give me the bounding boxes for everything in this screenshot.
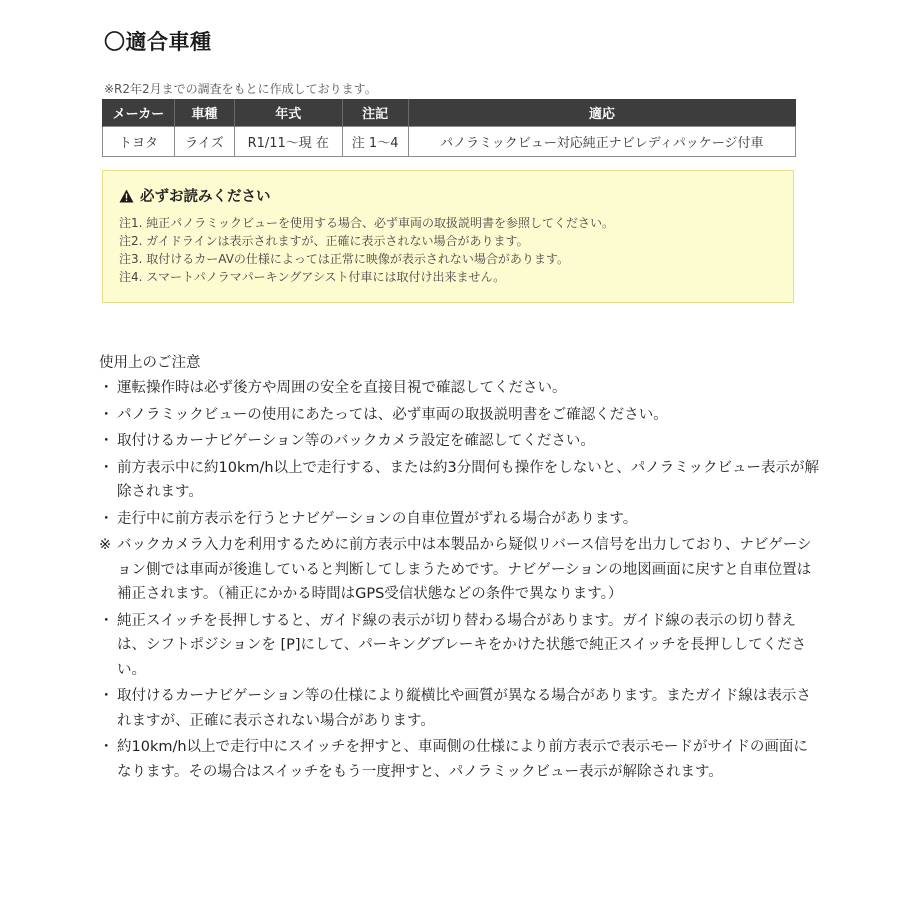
list-item-text: 取付けるカーナビゲーション等のバックカメラ設定を確認してください。 [117, 433, 595, 449]
list-item [99, 456, 819, 505]
column-header-applicable: 適応 [408, 99, 795, 127]
list-item-text: バックカメラ入力を利用するために前方表示中は本製品から疑似リバース信号を出力しており、ナビゲーション側では車両が後進していると判断してしまうためです。ナビゲーションの地図画面に戻すと自車位置は補正されます。（補正にかかる時間はGPS受信状態などの条件で異なります。） [117, 537, 812, 602]
column-header-maker: メーカー [103, 99, 175, 127]
notice-list [119, 214, 614, 286]
notice-item: 注2. ガイドラインは表示されますが、正確に表示されない場合があります。 [119, 234, 529, 248]
cell-note: 注 1～4 [342, 127, 408, 157]
list-item [99, 507, 819, 532]
asterisk-marker: ※ [99, 537, 112, 553]
bullet-marker: ・ [99, 510, 114, 527]
list-item-text: パノラミックビューの使用にあたっては、必ず車両の取扱説明書をご確認ください。 [117, 406, 668, 423]
list-item [99, 684, 819, 733]
list-item-text: 走行中に前方表示を行うとナビゲーションの自車位置がずれる場合があります。 [117, 510, 638, 527]
table-header-row [103, 99, 796, 127]
cell-applicable: パノラミックビュー対応純正ナビレディパッケージ付車 [408, 127, 795, 157]
list-item-text: 約10km/h以上で走行中にスイッチを押すと、車両側の仕様により前方表示で表示モードがサイドの画面になります。その場合はスイッチをもう一度押すと、パノラミックビュー表示が解除されます。 [117, 739, 808, 780]
bullet-marker: ・ [99, 406, 114, 423]
list-item [99, 609, 819, 683]
list-item [99, 429, 819, 454]
column-header-model: 車種 [174, 99, 234, 127]
notice-heading-text: 必ずお読みください [140, 189, 271, 205]
bullet-marker: ・ [99, 459, 114, 476]
cell-model: ライズ [174, 127, 234, 157]
usage-heading: 使用上のご注意 [99, 355, 201, 371]
bullet-marker: ・ [99, 612, 114, 629]
table-row [103, 127, 796, 157]
list-item-text: 取付けるカーナビゲーション等の仕様により縦横比や画質が異なる場合があります。またガイド線は表示されますが、正確に表示されない場合があります。 [117, 688, 811, 729]
list-item [99, 735, 819, 784]
list-item-text: 前方表示中に約10km/h以上で走行する、または約3分間何も操作をしないと、パノラミックビュー表示が解除されます。 [117, 459, 819, 500]
usage-section [99, 352, 819, 786]
bullet-marker: ・ [99, 433, 114, 449]
notice-item: 注3. 取付けるカーAVの仕様によっては正常に映像が表示されない場合があります。 [119, 252, 569, 266]
list-item-text: 運転操作時は必ず後方や周囲の安全を直接目視で確認してください。 [117, 380, 567, 396]
notice-heading [119, 185, 271, 206]
list-item [99, 403, 819, 428]
survey-note: ※R2年2月までの調査をもとに作成しております。 [104, 82, 377, 96]
notice-box [102, 170, 794, 303]
list-item-text: 純正スイッチを長押しすると、ガイド線の表示が切り替わる場合があります。ガイド線の表示の切り替えは、シフトポジションを [P]にして、パーキングブレーキをかけた状態で純正スイッチを長押ししてください。 [117, 612, 807, 678]
bullet-marker: ・ [99, 688, 114, 704]
cell-maker: トヨタ [103, 127, 175, 157]
cell-year: R1/11～現 在 [234, 127, 342, 157]
page-title: 〇適合車種 [104, 30, 212, 54]
column-header-year: 年式 [234, 99, 342, 127]
list-item [99, 533, 819, 607]
column-header-note: 注記 [342, 99, 408, 127]
list-item [99, 376, 819, 401]
bullet-marker: ・ [99, 739, 114, 755]
notice-item: 注4. スマートパノラマパーキングアシスト付車には取付け出来ません。 [119, 270, 506, 284]
compatibility-table [102, 99, 796, 157]
warning-icon [119, 189, 134, 203]
usage-list [99, 376, 819, 784]
notice-item: 注1. 純正パノラミックビューを使用する場合、必ず車両の取扱説明書を参照してください。 [119, 216, 615, 230]
bullet-marker: ・ [99, 380, 114, 396]
